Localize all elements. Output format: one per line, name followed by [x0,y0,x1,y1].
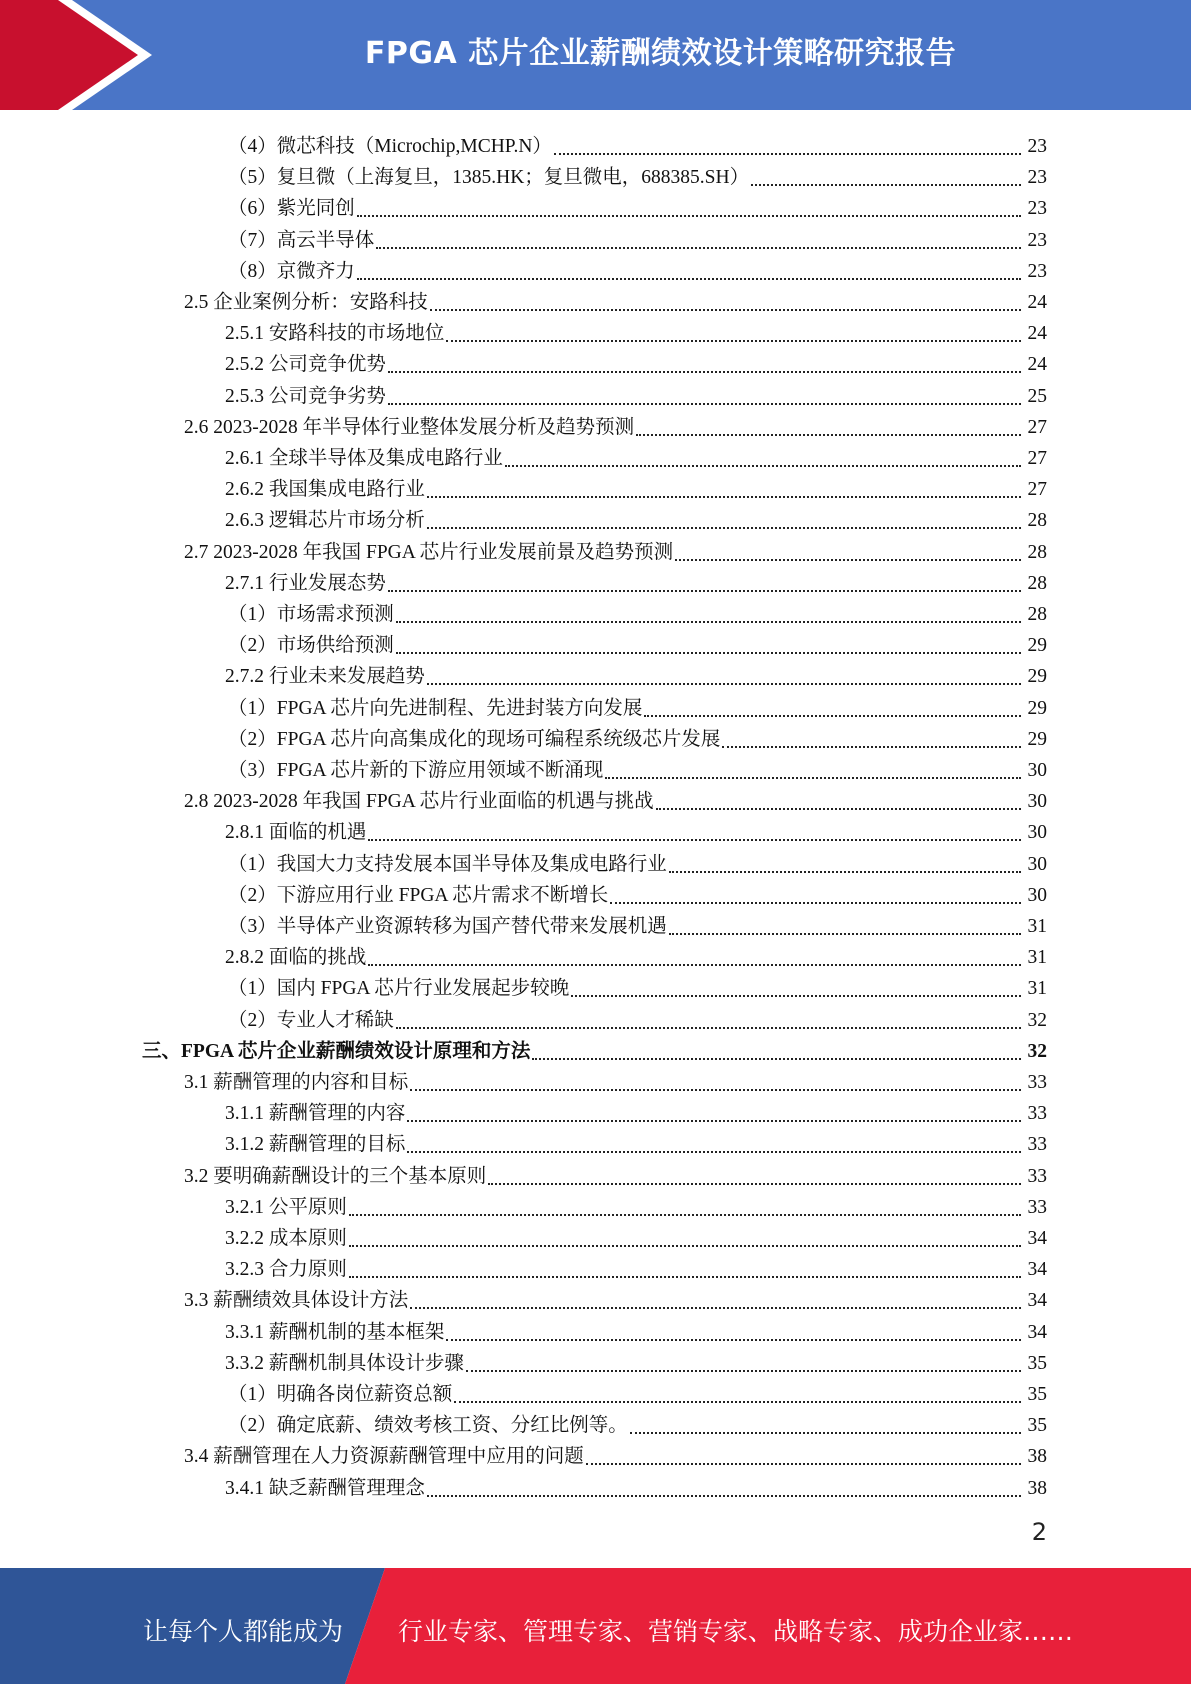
toc-entry-page: 34 [1027,1290,1047,1312]
toc-leader-dots [407,1141,1021,1153]
toc-leader-dots [488,1173,1021,1185]
toc-entry[interactable] [0,1033,1191,1064]
toc-entry[interactable] [0,378,1191,409]
toc-entry[interactable] [0,846,1191,877]
toc-entry[interactable] [0,565,1191,596]
toc-entry-page: 38 [1027,1446,1047,1468]
toc-entry[interactable] [0,596,1191,627]
toc-entry-title: 3.2 要明确薪酬设计的三个基本原则 [184,1165,487,1187]
toc-entry-title: （6）紫光同创 [228,198,355,220]
toc-leader-dots [396,642,1021,654]
toc-entry-title: 2.5.2 公司竞争优势 [225,354,386,376]
toc-leader-dots [368,829,1021,841]
toc-entry-page: 34 [1027,1259,1047,1281]
toc-entry-title: （8）京微齐力 [228,260,355,282]
toc-entry-title: （3）FPGA 芯片新的下游应用领域不断涌现 [228,760,604,781]
toc-entry-title: （7）高云半导体 [228,229,375,251]
toc-entry[interactable] [0,222,1191,253]
toc-entry-title: 2.7 2023-2028 年我国 FPGA 芯片行业发展前景及趋势预测 [184,541,674,563]
toc-leader-dots [396,611,1021,623]
toc-entry-page: 23 [1027,198,1047,220]
toc-leader-dots [349,1266,1021,1278]
toc-entry-page: 32 [1027,1009,1047,1031]
toc-leader-dots [722,736,1021,748]
toc-leader-dots [669,861,1021,873]
toc-entry-page: 29 [1027,635,1047,657]
toc-entry-page: 29 [1027,728,1047,750]
toc-leader-dots [446,330,1021,342]
toc-entry[interactable] [0,1376,1191,1407]
toc-entry[interactable] [0,939,1191,970]
toc-entry-page: 33 [1027,1134,1047,1156]
toc-entry-page: 30 [1027,822,1047,844]
toc-entry-title: 3.2.3 合力原则 [225,1259,347,1281]
toc-entry-page: 23 [1027,167,1047,189]
toc-entry-title: （2）专业人才稀缺 [228,1009,394,1031]
toc-entry[interactable] [0,908,1191,939]
toc-entry-page: 25 [1027,385,1047,407]
toc-leader-dots [430,299,1021,311]
toc-leader-dots [586,1453,1021,1465]
toc-entry-page: 33 [1027,1196,1047,1218]
toc-leader-dots [427,486,1021,498]
toc-entry-title: （2）确定底薪、绩效考核工资、分红比例等。 [228,1415,628,1437]
toc-entry[interactable] [0,128,1191,159]
toc-entry-page: 30 [1027,791,1047,813]
toc-entry-title: 2.7.2 行业未来发展趋势 [225,666,425,688]
toc-entry[interactable] [0,1345,1191,1376]
toc-entry[interactable] [0,783,1191,814]
toc-leader-dots [656,798,1021,810]
toc-entry[interactable] [0,627,1191,658]
toc-entry[interactable] [0,1002,1191,1033]
toc-entry[interactable] [0,970,1191,1001]
toc-entry[interactable] [0,315,1191,346]
toc-entry-title: 3.1 薪酬管理的内容和目标 [184,1072,409,1093]
toc-leader-dots [644,705,1021,717]
toc-entry-page: 29 [1027,666,1047,688]
toc-entry-page: 27 [1027,416,1047,438]
toc-leader-dots [357,205,1021,217]
toc-entry[interactable] [0,346,1191,377]
toc-entry-page: 30 [1027,760,1047,781]
footer-slogan-right: 行业专家、管理专家、营销专家、战略专家、成功企业家…… [398,1617,1074,1646]
toc-entry[interactable] [0,1158,1191,1189]
toc-entry-page: 24 [1027,292,1047,313]
toc-leader-dots [410,1297,1021,1309]
toc-entry-title: （1）国内 FPGA 芯片行业发展起步较晚 [228,978,570,1000]
toc-entry-page: 28 [1027,604,1047,625]
toc-entry-page: 30 [1027,853,1047,875]
toc-entry-page: 34 [1027,1321,1047,1343]
toc-entry-title: （5）复旦微（上海复旦，1385.HK；复旦微电，688385.SH） [228,167,750,189]
toc-entry-page: 28 [1027,572,1047,594]
toc-entry-page: 35 [1027,1384,1047,1405]
toc-entry-title: 3.1.1 薪酬管理的内容 [225,1103,406,1125]
toc-entry-title: （2）FPGA 芯片向高集成化的现场可编程系统级芯片发展 [228,728,721,750]
toc-entry-page: 28 [1027,510,1047,532]
toc-entry-page: 27 [1027,448,1047,469]
toc-leader-dots [636,424,1021,436]
toc-entry-title: （1）市场需求预测 [228,604,394,625]
toc-entry-page: 31 [1027,978,1047,1000]
toc-entry-title: （2）市场供给预测 [228,635,394,657]
toc-leader-dots [349,1204,1021,1216]
toc-entry-page: 33 [1027,1165,1047,1187]
toc-leader-dots [388,361,1021,373]
toc-entry-title: 2.5.3 公司竞争劣势 [225,385,386,407]
page-footer [0,1568,1191,1684]
toc-entry[interactable] [0,752,1191,783]
toc-entry-title: （1）我国大力支持发展本国半导体及集成电路行业 [228,853,667,875]
toc-leader-dots [388,580,1021,592]
toc-leader-dots [368,954,1021,966]
toc-entry-title: 2.8.1 面临的机遇 [225,822,367,844]
toc-entry-page: 24 [1027,323,1047,345]
toc-leader-dots [407,1110,1021,1122]
toc-leader-dots [554,143,1021,155]
page-number: 2 [1031,1518,1047,1546]
toc-entry-title: 2.6.3 逻辑芯片市场分析 [225,510,425,532]
document-title: FPGA 芯片企业薪酬绩效设计策略研究报告 [364,36,957,71]
toc-entry-title: 3.3.1 薪酬机制的基本框架 [225,1321,445,1343]
toc-leader-dots [675,549,1021,561]
toc-entry-page: 24 [1027,354,1047,376]
toc-entry-page: 35 [1027,1352,1047,1374]
toc-entry-title: 3.2.1 公平原则 [225,1196,347,1218]
toc-entry[interactable] [0,471,1191,502]
toc-entry-title: （4）微芯科技（Microchip,MCHP.N） [228,136,552,157]
toc-entry-page: 33 [1027,1103,1047,1125]
toc-entry-title: 2.8 2023-2028 年我国 FPGA 芯片行业面临的机遇与挑战 [184,791,654,813]
toc-entry-page: 33 [1027,1072,1047,1093]
toc-entry-title: 3.3 薪酬绩效具体设计方法 [184,1290,409,1312]
toc-entry[interactable] [0,877,1191,908]
toc-leader-dots [571,985,1021,997]
toc-leader-dots [376,237,1021,249]
toc-entry[interactable] [0,253,1191,284]
toc-entry[interactable] [0,284,1191,315]
toc-leader-dots [610,892,1021,904]
toc-entry-title: 2.5 企业案例分析：安路科技 [184,292,428,313]
toc-leader-dots [410,1079,1021,1091]
toc-leader-dots [388,393,1021,405]
toc-entry[interactable] [0,1189,1191,1220]
toc-entry-title: 2.6 2023-2028 年半导体行业整体发展分析及趋势预测 [184,416,635,438]
toc-entry[interactable] [0,1126,1191,1157]
toc-entry-page: 31 [1027,916,1047,937]
toc-entry-title: （3）半导体产业资源转移为国产替代带来发展机遇 [228,916,667,937]
toc-entry[interactable] [0,1220,1191,1251]
toc-entry-title: 2.8.2 面临的挑战 [225,947,367,969]
toc-leader-dots [454,1391,1021,1403]
page-header [0,0,1191,110]
toc-entry-title: 3.1.2 薪酬管理的目标 [225,1134,406,1156]
toc-leader-dots [427,517,1021,529]
toc-entry-page: 35 [1027,1415,1047,1437]
toc-entry-title: （1）FPGA 芯片向先进制程、先进封装方向发展 [228,697,643,719]
toc-entry[interactable] [0,190,1191,221]
toc-leader-dots [349,1235,1021,1247]
toc-entry[interactable] [0,721,1191,752]
toc-entry[interactable] [0,534,1191,565]
toc-entry[interactable] [0,1407,1191,1438]
toc-entry[interactable] [0,440,1191,471]
footer-slogan-left: 让每个人都能成为 [143,1617,344,1646]
toc-entry-title: 2.7.1 行业发展态势 [225,572,386,594]
toc-entry[interactable] [0,1314,1191,1345]
toc-entry-page: 32 [1027,1040,1047,1062]
toc-leader-dots [396,1017,1021,1029]
toc-entry-page: 23 [1027,229,1047,251]
toc-entry-title: 2.5.1 安路科技的市场地位 [225,323,445,345]
toc-entry-title: 3.4.1 缺乏薪酬管理理念 [225,1477,425,1499]
toc-entry[interactable] [0,502,1191,533]
toc-entry[interactable] [0,658,1191,689]
toc-entry-page: 29 [1027,697,1047,719]
toc-entry[interactable] [0,1438,1191,1469]
toc-entry-title: 3.2.2 成本原则 [225,1228,347,1249]
toc-leader-dots [669,923,1021,935]
toc-entry[interactable] [0,1470,1191,1501]
toc-leader-dots [357,268,1021,280]
toc-entry[interactable] [0,690,1191,721]
toc-leader-dots [605,767,1021,779]
toc-entry[interactable] [0,1282,1191,1313]
toc-entry-title: （1）明确各岗位薪资总额 [228,1384,453,1405]
toc-entry-page: 34 [1027,1228,1047,1249]
toc-entry-page: 23 [1027,260,1047,282]
toc-leader-dots [505,455,1021,467]
toc-entry-title: （2）下游应用行业 FPGA 芯片需求不断增长 [228,884,609,906]
toc-leader-dots [751,174,1021,186]
toc-entry-page: 23 [1027,136,1047,157]
toc-entry[interactable] [0,409,1191,440]
toc-leader-dots [532,1048,1021,1060]
toc-entry-page: 38 [1027,1477,1047,1499]
toc-entry-title: 2.6.2 我国集成电路行业 [225,479,425,501]
toc-leader-dots [427,1485,1021,1497]
toc-entry-page: 31 [1027,947,1047,969]
toc-entry[interactable] [0,1064,1191,1095]
toc-entry[interactable] [0,1251,1191,1282]
toc-leader-dots [466,1360,1021,1372]
toc-entry-title: 3.3.2 薪酬机制具体设计步骤 [225,1352,464,1374]
toc-entry[interactable] [0,159,1191,190]
toc-entry[interactable] [0,814,1191,845]
toc-entry-title: 3.4 薪酬管理在人力资源薪酬管理中应用的问题 [184,1446,584,1468]
toc-entry-page: 28 [1027,541,1047,563]
toc-leader-dots [427,673,1021,685]
toc-leader-dots [630,1422,1021,1434]
toc-entry[interactable] [0,1095,1191,1126]
toc-entry-page: 30 [1027,884,1047,906]
toc-entry-page: 27 [1027,479,1047,501]
toc-leader-dots [446,1329,1021,1341]
toc-entry-title: 2.6.1 全球半导体及集成电路行业 [225,448,503,469]
toc-entry-title: 三、FPGA 芯片企业薪酬绩效设计原理和方法 [142,1040,531,1062]
